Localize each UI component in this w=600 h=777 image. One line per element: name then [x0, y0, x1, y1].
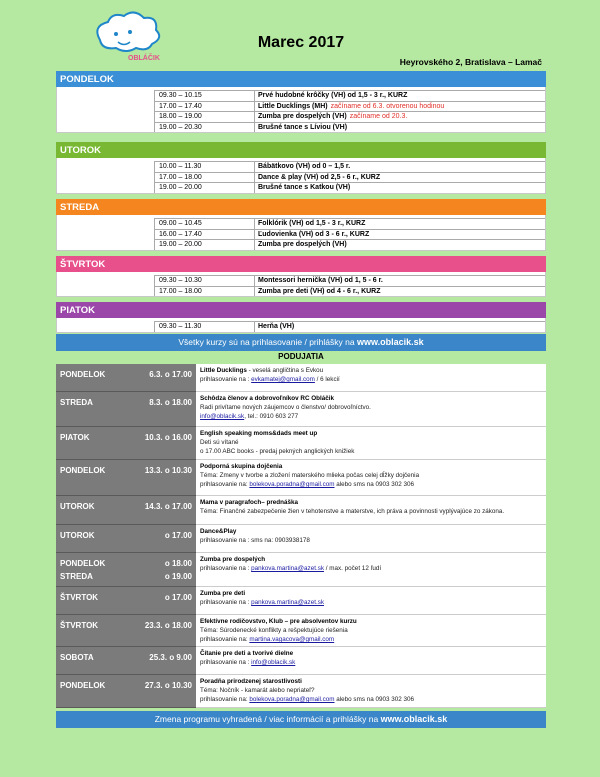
time-cell: 09.30 – 11.30	[154, 321, 254, 332]
time-cell: 09.30 – 10.30	[154, 275, 254, 286]
event-row	[56, 427, 546, 460]
event-row	[56, 364, 546, 392]
event-details	[196, 553, 546, 587]
event-day: PIATOK	[60, 433, 90, 442]
event-text: prihlasovanie na :	[200, 599, 252, 606]
activity-name: Zumba pre deti (VH) od 4 - 6 r., KURZ	[258, 287, 381, 295]
time-cell: 17.00 – 17.40	[154, 101, 254, 112]
time-cell: 09.30 – 10.15	[154, 90, 254, 101]
day-header: PONDELOK	[56, 71, 546, 87]
activity-cell	[254, 111, 545, 122]
event-text: Téma: Finančné zabezpečenie žien v tehotenstve a materstve, ich práva a povinnosti vyplývajúce zo zákona.	[200, 508, 505, 515]
schedule-block	[56, 256, 546, 297]
event-text: prihlasovanie na :	[200, 376, 252, 383]
banner-footer	[56, 711, 546, 728]
event-contact-link[interactable]: evkamatej@gmail.com	[251, 376, 315, 383]
event-time: 25.3. o 9.00	[149, 653, 192, 662]
event-title: Zumba pre deti	[200, 590, 246, 597]
activity-cell	[254, 321, 545, 332]
logo-text: OBLÁČIK	[128, 55, 160, 62]
schedule-row	[57, 90, 545, 101]
event-date-cell	[56, 460, 196, 496]
schedule-row	[57, 229, 545, 240]
event-day: SOBOTA	[60, 653, 94, 662]
activity-cell	[254, 122, 545, 133]
event-title: Mama v paragrafoch– prednáška	[200, 499, 298, 506]
schedule-row	[57, 122, 545, 133]
event-row	[56, 647, 546, 675]
event-title: Little Ducklings	[200, 367, 247, 374]
activity-name: Brušné tance s Katkou (VH)	[258, 184, 351, 192]
schedule-block	[56, 142, 546, 194]
event-title: Podporná skupina dojčenia	[200, 463, 283, 470]
event-title: English speaking moms&dads meet up	[200, 430, 318, 437]
event-day: STREDA	[60, 398, 93, 407]
event-day: PONDELOK	[60, 681, 106, 690]
activity-cell	[254, 101, 545, 112]
activity-cell	[254, 286, 545, 297]
activity-name: Herňa (VH)	[258, 323, 295, 330]
activity-note: začíname od 6.3. otvorenou hodinou	[330, 102, 445, 110]
activity-name: Folklórik (VH) od 1,5 - 3 r., KURZ	[258, 220, 366, 227]
event-date-cell	[56, 525, 196, 553]
schedule-table	[56, 87, 546, 133]
event-day: ŠTVRTOK	[60, 621, 99, 630]
event-details	[196, 427, 546, 460]
day-header: ŠTVRTOK	[56, 256, 546, 272]
event-text: Téma: Nočník - kamarát alebo nepriateľ?	[200, 687, 315, 694]
event-text: prihlasovanie na :	[200, 659, 252, 666]
event-text: alebo sms na 0903 302 306	[334, 481, 414, 488]
time-cell: 17.00 – 18.00	[154, 286, 254, 297]
event-text: prihlasovanie na :	[200, 565, 252, 572]
event-time: 8.3. o 18.00	[149, 398, 192, 407]
event-text: prihlasovanie na:	[200, 636, 250, 643]
event-details	[196, 392, 546, 427]
event-text: Radi privítame nových záujemcov o členstvo/ dobrovoľníctvo.	[200, 404, 371, 411]
event-date-cell	[56, 364, 196, 392]
event-details	[196, 647, 546, 675]
activity-cell	[254, 229, 545, 240]
schedule-table	[56, 318, 546, 333]
banner-text: Všetky kurzy sú na prihlasovanie / prihlášky na	[178, 337, 357, 347]
activity-name: Prvé hudobné krôčky (VH) od 1,5 - 3 r., KURZ	[258, 92, 408, 99]
event-contact-link[interactable]: info@oblacik.sk	[251, 659, 296, 666]
event-date-cell	[56, 587, 196, 615]
schedule-block	[56, 199, 546, 251]
event-day: UTOROK	[60, 531, 95, 540]
activity-note: začíname od 20.3.	[349, 113, 408, 121]
event-text: , tel.: 0910 603 277	[244, 413, 299, 420]
event-details	[196, 587, 546, 615]
schedule-block	[56, 302, 546, 333]
event-day: ŠTVRTOK	[60, 593, 99, 602]
event-day: PONDELOK	[60, 559, 106, 568]
activity-name: Dance & play (VH) od 2,5 - 6 r., KURZ	[258, 173, 381, 181]
schedule-row	[57, 111, 545, 122]
activity-name: Zumba pre dospelých (VH)	[258, 241, 347, 249]
event-contact-link[interactable]: info@oblacik.sk	[200, 413, 245, 420]
event-day: PONDELOK	[60, 466, 106, 475]
schedule-row	[57, 275, 545, 286]
address: Heyrovského 2, Bratislava – Lamač	[399, 57, 542, 67]
event-text: / 6 lekcií	[314, 376, 340, 383]
event-contact-link[interactable]: pankova.martina@azet.sk	[251, 599, 325, 606]
event-title: Čítanie pre deti a tvorivé dielne	[200, 650, 294, 657]
day-header: UTOROK	[56, 142, 546, 158]
event-row	[56, 587, 546, 615]
event-title: Efektívne rodičovstvo, Klub – pre absolventov kurzu	[200, 618, 357, 625]
activity-name: Little Ducklings (MH)	[258, 102, 328, 110]
schedule-row	[57, 321, 545, 332]
event-day: UTOROK	[60, 502, 95, 511]
event-time: 27.3. o 10.30	[144, 681, 192, 690]
event-details	[196, 675, 546, 708]
activity-cell	[254, 218, 545, 229]
schedule-row	[57, 182, 545, 193]
schedule-block	[56, 71, 546, 133]
banner-courses	[56, 334, 546, 351]
event-details	[196, 364, 546, 392]
event-title: Dance&Play	[200, 528, 237, 535]
event-title: Poradňa prirodzenej starostlivosti	[200, 678, 302, 685]
event-contact-link[interactable]: bolekova.poradna@gmail.com	[249, 481, 335, 488]
event-text: prihlasovanie na : sms na: 0903938178	[200, 537, 310, 544]
event-text: o 17.00 ABC books - predaj pekných anglických knižiek	[200, 448, 355, 455]
event-row	[56, 553, 546, 587]
time-cell: 19.00 – 20.30	[154, 122, 254, 133]
activity-name: Montessori hernička (VH) od 1, 5 - 6 r.	[258, 277, 383, 284]
event-date-cell	[56, 496, 196, 525]
event-date-cell	[56, 675, 196, 708]
event-row	[56, 496, 546, 525]
event-time: 14.3. o 17.00	[144, 502, 192, 511]
event-time: o 18.00	[164, 559, 192, 568]
event-row	[56, 392, 546, 427]
event-title: Schôdza členov a dobrovoľníkov RC Obláčik	[200, 395, 334, 402]
activity-name: Brušné tance s Líviou (VH)	[258, 123, 348, 131]
event-row	[56, 460, 546, 496]
banner-text: Zmena programu vyhradená / viac informácií a prihlášky na	[154, 714, 381, 724]
activity-cell	[254, 239, 545, 250]
event-time: o 17.00	[164, 531, 192, 540]
schedule-table	[56, 158, 546, 194]
event-time: 6.3. o 17.00	[149, 370, 192, 379]
event-time: 10.3. o 16.00	[144, 433, 192, 442]
event-time: 23.3. o 18.00	[144, 621, 192, 630]
event-details	[196, 525, 546, 553]
event-title: Zumba pre dospelých	[200, 556, 266, 563]
time-cell: 19.00 – 20.00	[154, 239, 254, 250]
event-date-cell	[56, 553, 196, 587]
event-row	[56, 615, 546, 647]
event-text: Téma: Súrodenecké konflikty a rešpektujúce riešenia	[200, 627, 348, 634]
event-time: 13.3. o 10.30	[144, 466, 192, 475]
event-date-cell	[56, 392, 196, 427]
schedule-row	[57, 101, 545, 112]
schedule-row	[57, 161, 545, 172]
activity-cell	[254, 172, 545, 183]
event-text: / max. počet 12 ľudí	[324, 565, 382, 572]
event-contact-link[interactable]: martina.vagacova@gmail.com	[249, 636, 335, 643]
event-text: Téma: Zmeny v tvorbe a zložení materského mlieka počas celej dĺžky dojčenia	[200, 472, 420, 479]
activity-cell	[254, 90, 545, 101]
event-text: prihlasovanie na:	[200, 481, 250, 488]
event-date-cell	[56, 427, 196, 460]
event-day: STREDA	[60, 572, 93, 581]
activity-cell	[254, 182, 545, 193]
page-title: Marec 2017	[257, 34, 345, 51]
event-date-cell	[56, 647, 196, 675]
event-contact-link[interactable]: bolekova.poradna@gmail.com	[249, 696, 335, 703]
event-details	[196, 615, 546, 647]
schedule-row	[57, 286, 545, 297]
event-text: alebo sms na 0903 302 306	[334, 696, 414, 703]
schedule-row	[57, 172, 545, 183]
event-row	[56, 675, 546, 708]
time-cell: 16.00 – 17.40	[154, 229, 254, 240]
day-header: PIATOK	[56, 302, 546, 318]
event-text: Deti sú vítané	[200, 439, 239, 446]
time-cell: 18.00 – 19.00	[154, 111, 254, 122]
event-day: PONDELOK	[60, 370, 106, 379]
schedule-row	[57, 218, 545, 229]
event-text: prihlasovanie na:	[200, 696, 250, 703]
event-contact-link[interactable]: pankova.martina@azet.sk	[251, 565, 325, 572]
podujatia-heading: PODUJATIA	[278, 352, 324, 361]
event-time: o 17.00	[164, 593, 192, 602]
banner-link[interactable]: www.oblacik.sk	[356, 337, 424, 347]
day-header: STREDA	[56, 199, 546, 215]
activity-name: Zumba pre dospelých (VH)	[258, 113, 347, 121]
event-text: - veselá angličtina s Evkou	[246, 367, 324, 374]
time-cell: 17.00 – 18.00	[154, 172, 254, 183]
event-row	[56, 525, 546, 553]
time-cell: 10.00 – 11.30	[154, 161, 254, 172]
banner-link[interactable]: www.oblacik.sk	[380, 714, 448, 724]
time-cell: 09.00 – 10.45	[154, 218, 254, 229]
activity-cell	[254, 275, 545, 286]
schedule-table	[56, 215, 546, 251]
time-cell: 19.00 – 20.00	[154, 182, 254, 193]
event-date-cell	[56, 615, 196, 647]
page	[56, 0, 546, 777]
schedule-row	[57, 239, 545, 250]
activity-name: Ľudovienka (VH) od 3 - 6 r., KURZ	[258, 230, 370, 238]
activity-cell	[254, 161, 545, 172]
event-details	[196, 460, 546, 496]
event-details	[196, 496, 546, 525]
event-time: o 19.00	[164, 572, 192, 581]
schedule-table	[56, 272, 546, 297]
activity-name: Bábätkovo (VH) od 0 – 1,5 r.	[258, 163, 351, 170]
